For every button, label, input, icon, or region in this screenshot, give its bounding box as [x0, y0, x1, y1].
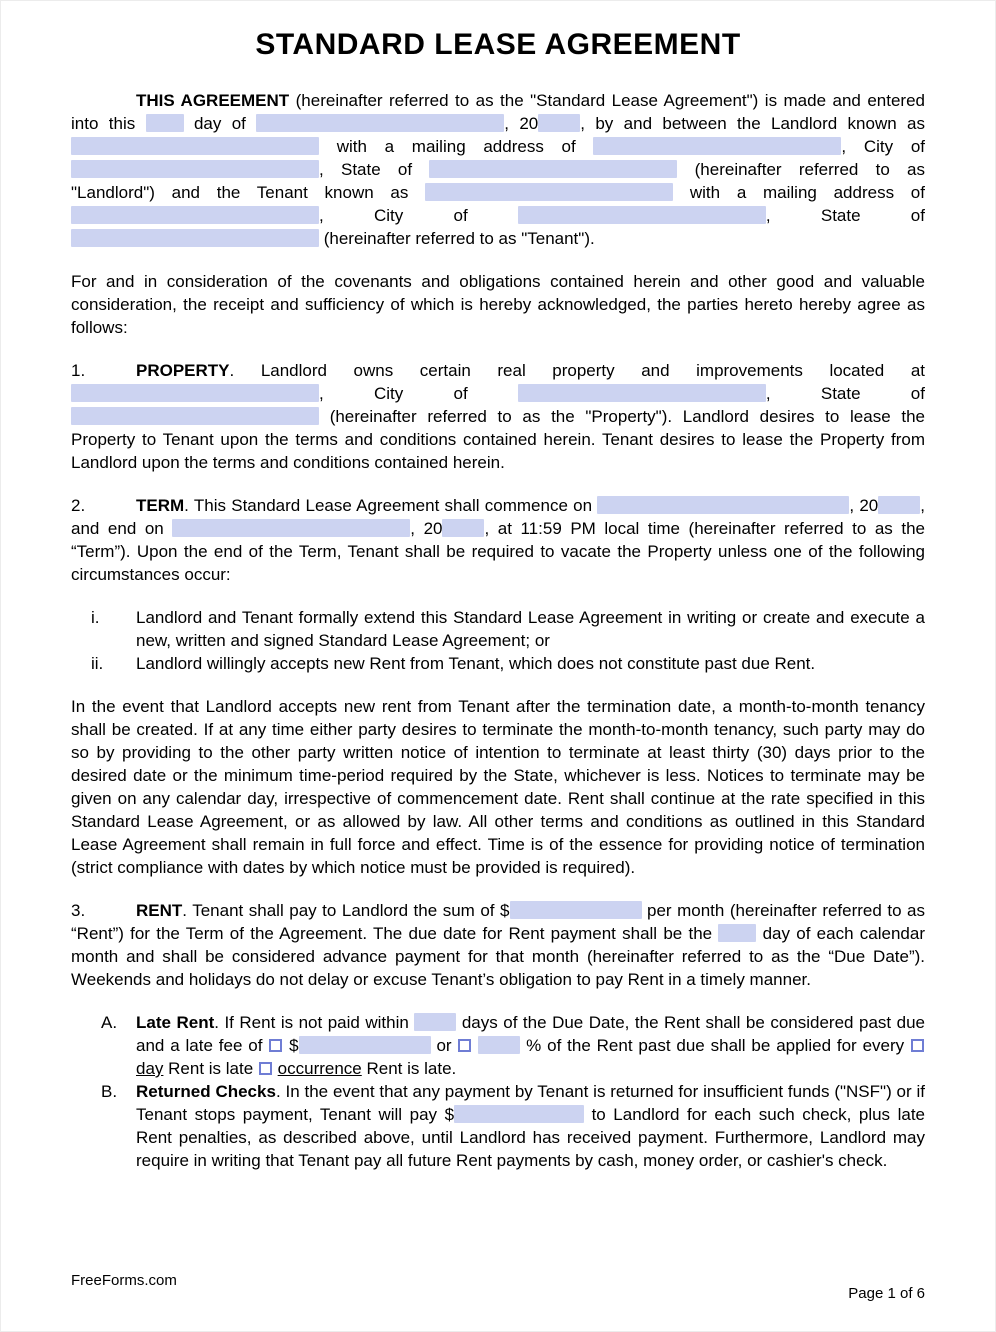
- document-title: STANDARD LEASE AGREEMENT: [255, 28, 741, 61]
- blank-input-field[interactable]: [425, 183, 673, 201]
- blank-input-field[interactable]: [878, 496, 920, 514]
- blank-input-field[interactable]: [71, 206, 319, 224]
- text-run: Landlord and Tenant formally extend this Standard Lease Agreement in writing or create and execute a new, written and signed Standard Lease Agreement; or: [136, 608, 925, 650]
- blank-input-field[interactable]: [518, 384, 766, 402]
- blank-input-field[interactable]: [510, 901, 642, 919]
- blank-input-field[interactable]: [429, 160, 677, 178]
- text-run: , 20: [410, 519, 443, 538]
- term-condition-ii: [71, 652, 925, 675]
- checkbox[interactable]: [269, 1039, 282, 1052]
- bold-text-run: Returned Checks: [136, 1082, 276, 1101]
- text-run: $: [283, 1036, 299, 1055]
- text-run: , City of: [841, 137, 926, 156]
- text-run: . In the event that any payment by Tenant is returned for insufficient funds ("NSF") or if Tenant stops payment, Tenant will pay $: [136, 1082, 926, 1124]
- text-run: day of each calendar month and shall be considered advance payment for that month (hereinafter referred to as the “Due Date”). Weekends and holidays do not delay or excuse Tenant’s obligation to pay Rent in a timely manner.: [71, 924, 925, 989]
- blank-input-field[interactable]: [478, 1036, 520, 1054]
- text-run: Landlord willingly accepts new Rent from Tenant, which does not constitute past due Rent.: [136, 654, 816, 673]
- text-run: . This Standard Lease Agreement shall commence on: [184, 496, 598, 515]
- checkbox[interactable]: [259, 1062, 272, 1075]
- blank-input-field[interactable]: [71, 160, 319, 178]
- blank-input-field[interactable]: [538, 114, 580, 132]
- text-run: % of the Rent past due shall be applied for every: [520, 1036, 910, 1055]
- text-run: , City of: [319, 384, 518, 403]
- text-run: with a mailing address of: [319, 137, 594, 156]
- blank-input-field[interactable]: [597, 496, 849, 514]
- text-run: , 20: [504, 114, 539, 133]
- section-term: [71, 494, 925, 586]
- text-run: Rent is late: [163, 1059, 258, 1078]
- checkbox[interactable]: [911, 1039, 924, 1052]
- text-run: , State of: [765, 384, 925, 403]
- holdover-paragraph: [71, 695, 925, 879]
- text-run: . Landlord owns certain real property and improvements located at: [229, 361, 925, 380]
- text-run: or: [430, 1036, 458, 1055]
- blank-input-field[interactable]: [146, 114, 184, 132]
- bold-text-run: RENT: [136, 901, 183, 920]
- footer-page-number: Page 1 of 6: [848, 1285, 925, 1302]
- text-run: , 20: [849, 496, 879, 515]
- text-run: , State of: [319, 160, 430, 179]
- blank-input-field[interactable]: [299, 1036, 431, 1054]
- text-run: (hereinafter referred to as "Landlord") and the Tenant known as: [71, 160, 926, 202]
- intro-paragraph: [71, 89, 925, 250]
- text-run: with a mailing address of: [673, 183, 925, 202]
- checkbox[interactable]: [458, 1039, 471, 1052]
- list-marker: B.: [101, 1082, 118, 1101]
- text-run: (hereinafter referred to as the "Standard Lease Agreement") is made and entered into this: [71, 91, 925, 133]
- late-rent-item: [71, 1011, 925, 1080]
- consideration-paragraph: [71, 270, 925, 339]
- text-run: . Tenant shall pay to Landlord the sum of $: [182, 901, 510, 920]
- section-number: 1.: [71, 361, 86, 380]
- section-property: [71, 359, 925, 474]
- text-run: (hereinafter referred to as "Tenant").: [319, 229, 595, 248]
- term-conditions-list: [71, 606, 925, 675]
- bold-text-run: Late Rent: [136, 1013, 215, 1032]
- underlined-text-run: occurrence: [277, 1059, 362, 1078]
- bold-text-run: TERM: [136, 496, 185, 515]
- section-number: 3.: [71, 901, 86, 920]
- text-run: days of the Due Date, the Rent shall be considered past due and a late fee of: [136, 1013, 925, 1055]
- blank-input-field[interactable]: [518, 206, 766, 224]
- text-run: , and end on: [71, 496, 925, 538]
- text-run: , at 11:59 PM local time (hereinafter referred to as the “Term”). Upon the end of the Term, Tenant shall be required to vacate the Property unless one of the following circumstances occur:: [71, 519, 925, 584]
- blank-input-field[interactable]: [71, 229, 319, 247]
- footer-site-name: FreeForms.com: [71, 1272, 177, 1289]
- text-run: , City of: [319, 206, 518, 225]
- blank-input-field[interactable]: [414, 1013, 456, 1031]
- blank-input-field[interactable]: [71, 384, 319, 402]
- blank-input-field[interactable]: [718, 924, 756, 942]
- bold-text-run: PROPERTY: [136, 361, 230, 380]
- list-marker: ii.: [91, 654, 104, 673]
- text-run: per month (hereinafter referred to as “Rent”) for the Term of the Agreement. The due date for Rent payment shall be the: [71, 901, 926, 943]
- text-run: . If Rent is not paid within: [214, 1013, 415, 1032]
- rent-subsections-list: [71, 1011, 925, 1172]
- text-run: (hereinafter referred to as the "Property"). Landlord desires to lease the Property to Tenant upon the terms and conditions contained herein. Tenant desires to lease the Property from Landlord upon the terms and conditions contained herein.: [71, 407, 925, 472]
- bold-text-run: THIS AGREEMENT: [136, 91, 290, 110]
- list-marker: A.: [101, 1013, 118, 1032]
- blank-input-field[interactable]: [71, 407, 319, 425]
- underlined-text-run: day: [136, 1059, 164, 1078]
- blank-input-field[interactable]: [454, 1105, 584, 1123]
- blank-input-field[interactable]: [442, 519, 484, 537]
- blank-input-field[interactable]: [256, 114, 504, 132]
- text-run: to Landlord for each such check, plus late Rent penalties, as described above, until Landlord has received payment. Furthermore, Landlord may require in writing that Tenant pay all future Rent payments by cash, money order, or cashier's check.: [136, 1105, 925, 1170]
- blank-input-field[interactable]: [172, 519, 410, 537]
- text-run: For and in consideration of the covenants and obligations contained herein and other good and valuable consideration, the receipt and sufficiency of which is hereby acknowledged, the parties hereto hereby agree as follows:: [71, 272, 925, 337]
- term-condition-i: [71, 606, 925, 652]
- list-marker: i.: [91, 608, 100, 627]
- returned-checks-item: [71, 1080, 925, 1172]
- text-run: , State of: [765, 206, 925, 225]
- section-number: 2.: [71, 496, 86, 515]
- blank-input-field[interactable]: [71, 137, 319, 155]
- blank-input-field[interactable]: [593, 137, 841, 155]
- section-rent: [71, 899, 925, 991]
- text-run: Rent is late.: [361, 1059, 457, 1078]
- text-run: day of: [183, 114, 257, 133]
- text-run: , by and between the Landlord known as: [580, 114, 925, 133]
- text-run: In the event that Landlord accepts new rent from Tenant after the termination date, a month-to-month tenancy shall be created. If at any time either party desires to terminate the month-to-month tenancy, such party may do so by providing to the other party written notice of intention to terminate at least thirty (30) days prior to the desired date or the minimum time-period required by the State, whichever is less. Notices to terminate may be given on any calendar day, irrespective of commencement date. Rent shall continue at the rate specified in this Standard Lease Agreement, or as allowed by law. All other terms and conditions as outlined in this Standard Lease Agreement shall remain in full force and effect. Time is of the essence for providing notice of termination (strict compliance with dates by which notice must be provided is required).: [71, 697, 925, 877]
